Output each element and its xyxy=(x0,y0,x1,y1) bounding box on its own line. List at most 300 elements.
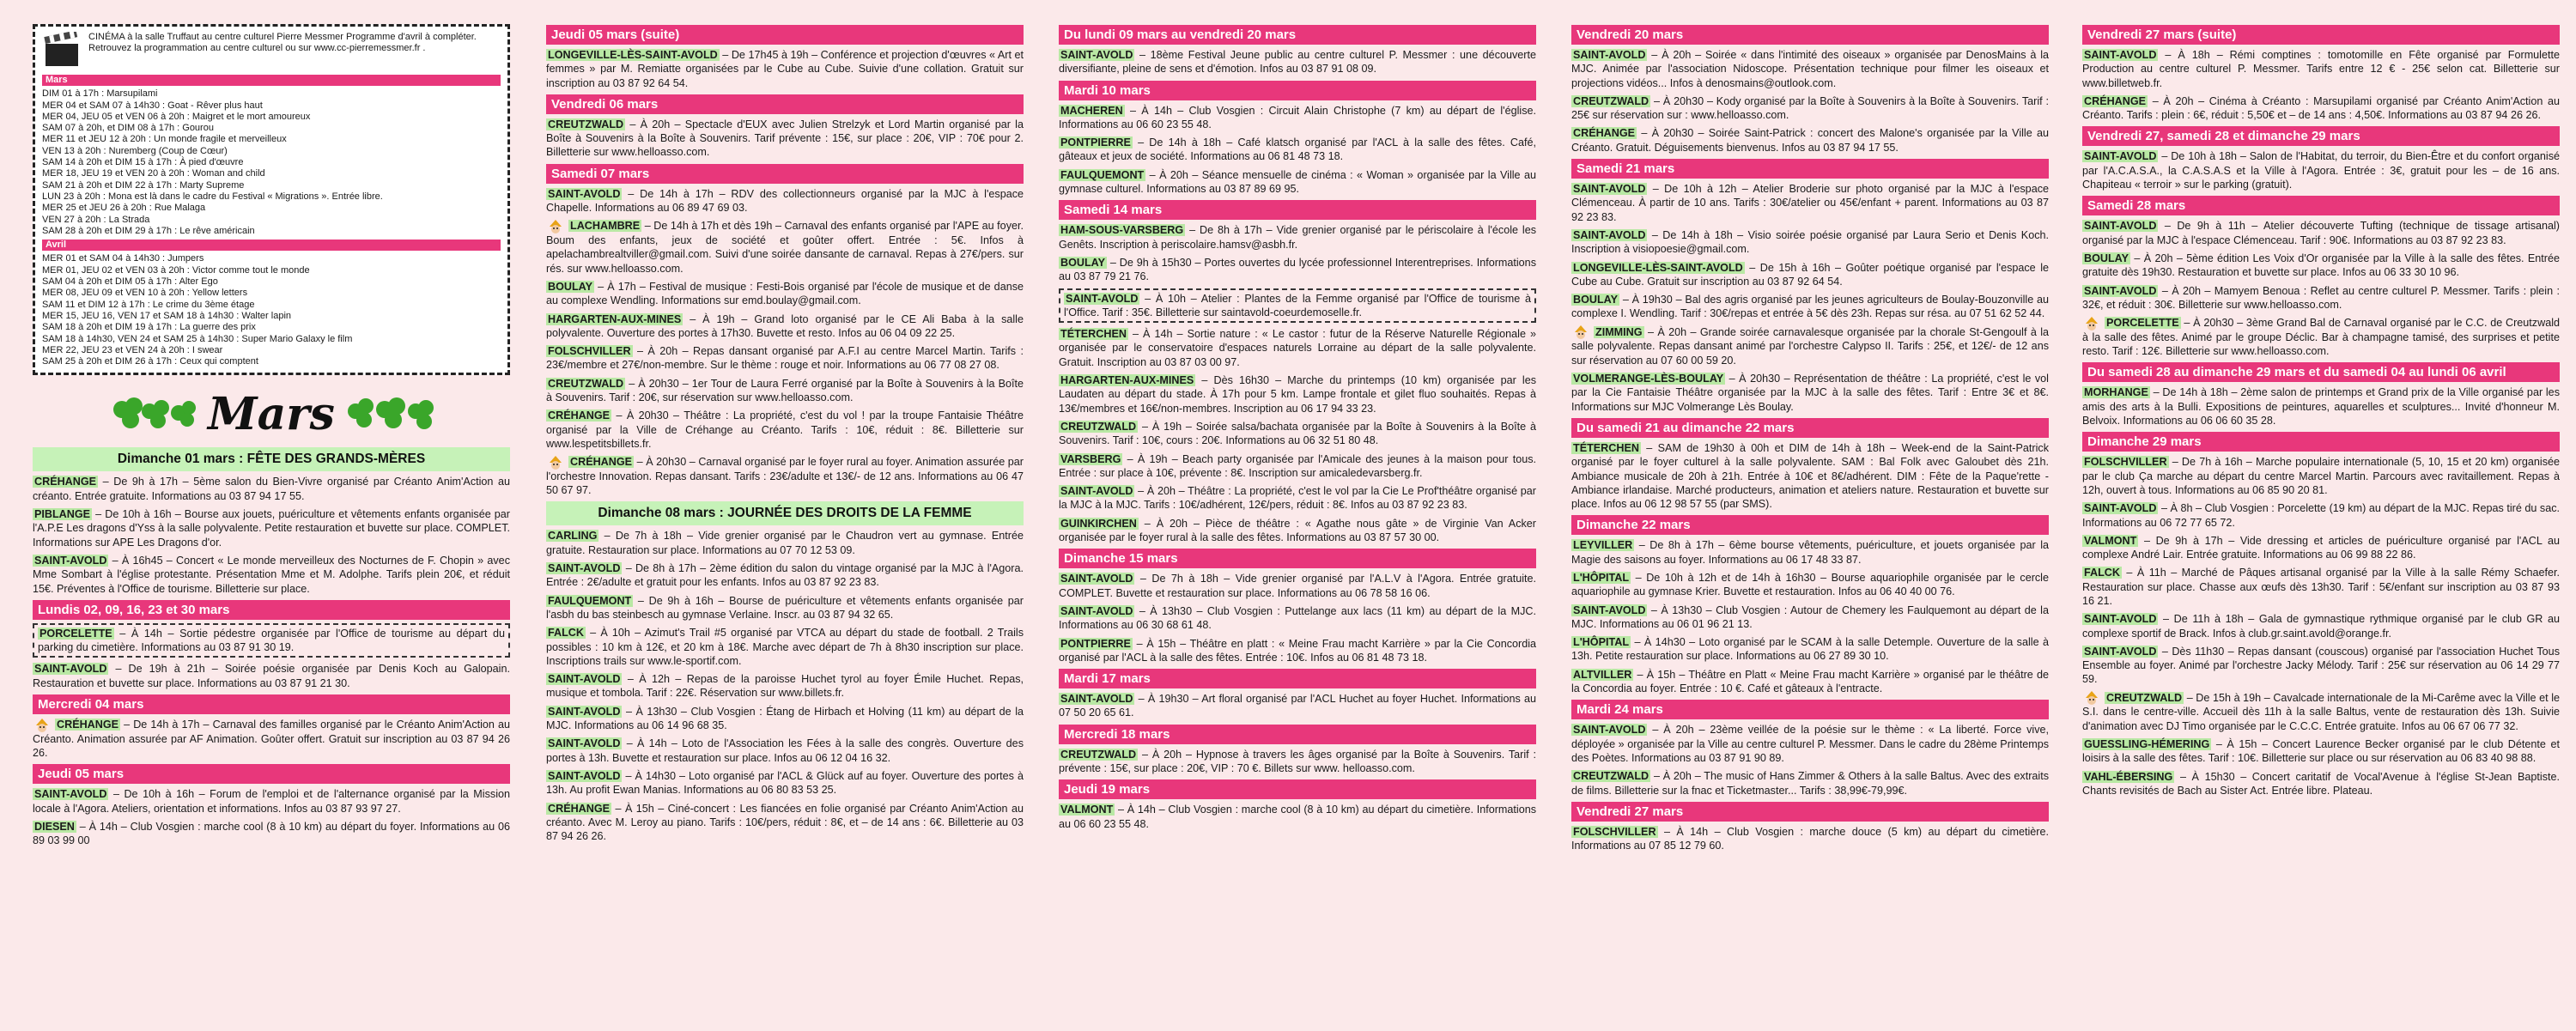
date-header: Samedi 14 mars xyxy=(1059,200,1536,220)
event-location: LONGEVILLE-LÈS-SAINT-AVOLD xyxy=(1573,261,1743,274)
date-header: Dimanche 29 mars xyxy=(2082,432,2560,452)
event-location: BOULAY xyxy=(1060,256,1106,269)
event-entry xyxy=(546,219,1024,276)
event-description: – À 20h – 5ème édition Les Voix d'Or organisée par la Ville à la salle des fêtes. Entrée gratuite dès 19h30. Restauration et buvette sur place. Infos au 06 33 30 10 96. xyxy=(2082,252,2560,279)
event-location: SAINT-AVOLD xyxy=(1573,49,1646,61)
cinema-screening: VEN 27 à 20h : La Strada xyxy=(42,214,150,225)
event-location: LACHAMBRE xyxy=(570,220,641,233)
event-location: SAINT-AVOLD xyxy=(548,737,621,750)
event-entry xyxy=(2082,612,2560,640)
cinema-intro: CINÉMA à la salle Truffaut au centre culturel Pierre Messmer Programme d'avril à compléter. Retrouvez la programmation au centre culturel ou sur www.cc-pierremessmer.fr . xyxy=(88,32,477,54)
event-location: HARGARTEN-AUX-MINES xyxy=(1060,374,1194,387)
clover-decoration-right xyxy=(343,392,438,435)
carnival-mask-icon xyxy=(546,456,565,470)
cinema-screening: MER 04, JEU 05 et VEN 06 à 20h : Maigret et le mort amoureux xyxy=(42,111,311,122)
event-description: – À 14h – Club Vosgien : marche cool (8 à 10 km) au départ du cimetière. Informations au 06 60 23 55 48. xyxy=(1059,804,1536,830)
event-entry xyxy=(1059,327,1536,369)
carnival-mask-icon xyxy=(2082,691,2101,705)
event-entry xyxy=(1059,420,1536,448)
event-entry xyxy=(2082,566,2560,608)
event-description: – À 13h30 – Club Vosgien : Étang de Hirbach et Holving (11 km) au départ de la MJC. Informations au 06 14 96 68 35. xyxy=(546,705,1024,732)
event-description: – À 15h – Ciné-concert : Les fiancées en folie organisé par Créanto Anim'Action au créanto. Avec M. Leroy au piano. Tarifs : 10€/pers, réduit : 8€, et – de 14 ans : 6€. Billetterie au 03 87 94 26 26. xyxy=(546,802,1024,843)
event-location: CREUTZWALD xyxy=(1573,770,1649,783)
event-location: CRÉHANGE xyxy=(548,802,611,815)
event-description: – 18ème Festival Jeune public au centre culturel P. Messmer : une découverte diversifiante, pleine de sens et d'émotion. Infos au 03 87 91 08 09. xyxy=(1059,49,1536,76)
event-description: – De 10h à 12h – Atelier Broderie sur photo organisé par la MJC à l'espace Clémenceau. À partir de 10 ans. Tarifs : 30€/atelier ou 45€/enfant + parent. Informations au 03 87 92 23 83. xyxy=(1571,183,2049,223)
event-location: CREUTZWALD xyxy=(1060,420,1137,433)
event-location: SAINT-AVOLD xyxy=(2084,49,2157,61)
event-description: – À 20h – Spectacle d'EUX avec Julien Strelzyk et Lord Martin organisé par la Boîte à Souvenirs à la Boîte à Souvenirs. Tarif prévente : 15€, sur place : 20€, VIP : 70€ pour 2. Billetterie sur www.helloasso.com. xyxy=(546,118,1024,159)
event-location: FOLSCHVILLER xyxy=(1573,825,1656,838)
cinema-box xyxy=(33,24,510,375)
event-location: CRÉHANGE xyxy=(57,718,119,731)
column-2-events xyxy=(546,25,1024,843)
event-description: – De 14h à 18h – Visio soirée poésie organisé par Laura Serio et Denis Koch. Inscription à visiopoesie@gmail.com. xyxy=(1571,228,2049,256)
event-location: SAINT-AVOLD xyxy=(548,769,621,782)
cinema-screening: MER 04 et SAM 07 à 14h30 : Goat - Rêver plus haut xyxy=(42,100,263,111)
event-description: – De 19h à 21h – Soirée poésie organisée par Denis Koch au Galopain. Restauration et buvette sur place. Informations au 03 87 91 21 30. xyxy=(33,663,510,689)
event-description: – À 19h – Soirée salsa/bachata organisée par la Boîte à Souvenirs à la Boîte à Souvenirs. Tarif : 10€, cours : 20€. Informations au 06 32 51 80 48. xyxy=(1059,420,1536,447)
event-entry xyxy=(546,737,1024,765)
column-5 xyxy=(2082,21,2560,1031)
event-location: FALCK xyxy=(548,627,584,640)
event-entry xyxy=(546,344,1024,373)
date-header: Jeudi 05 mars xyxy=(33,764,510,784)
event-description: – À 20h – Soirée « dans l'intimité des oiseaux » organisée par DenosMains à la MJC. Animée par l'association Nidoscope. Présentation technique pour filmer les oiseaux et projections vidéos... Infos à denosmains@outlook.com. xyxy=(1571,49,2049,89)
event-description: – À 15h – Théâtre en Platt « Meine Frau macht Karrière » organisé par le théâtre de la Concordia au foyer. Entrée : 10 €. Café et gâteaux à l'entracte. xyxy=(1571,668,2049,695)
event-location: CREUTZWALD xyxy=(1060,748,1137,761)
event-entry xyxy=(1571,293,2049,321)
event-entry xyxy=(33,820,510,848)
event-entry xyxy=(1059,517,1536,545)
event-entry xyxy=(2082,737,2560,766)
date-header: Vendredi 06 mars xyxy=(546,94,1024,114)
event-location: MORHANGE xyxy=(2084,386,2148,399)
date-header: Vendredi 27 mars (suite) xyxy=(2082,25,2560,45)
event-description: – De 9h à 17h – Vide dressing et articles de puériculture organisé par l'ACL au complexe André Lair. Entrée gratuite. Informations au 06 99 88 22 86. xyxy=(2082,534,2560,561)
cinema-screening: SAM 07 à 20h, et DIM 08 à 17h : Gourou xyxy=(42,123,214,134)
event-entry xyxy=(1059,168,1536,197)
event-location: SAINT-AVOLD xyxy=(1060,573,1133,585)
date-header: Vendredi 27, samedi 28 et dimanche 29 mars xyxy=(2082,126,2560,146)
event-location: SAINT-AVOLD xyxy=(1060,485,1133,498)
event-location: LONGEVILLE-LÈS-SAINT-AVOLD xyxy=(548,49,718,61)
event-entry xyxy=(2082,385,2560,428)
event-entry xyxy=(546,409,1024,451)
event-location: CARLING xyxy=(548,530,598,543)
event-location: SAINT-AVOLD xyxy=(2084,613,2157,626)
cinema-screening: SAM 25 à 20h et DIM 26 à 17h : Ceux qui comptent xyxy=(42,356,258,367)
event-location: FAULQUEMONT xyxy=(1060,168,1145,181)
date-header: Du lundi 09 mars au vendredi 20 mars xyxy=(1059,25,1536,45)
event-entry xyxy=(2082,691,2560,733)
event-location: CREUTZWALD xyxy=(548,377,624,390)
date-header: Lundis 02, 09, 16, 23 et 30 mars xyxy=(33,600,510,620)
event-description: – À 20h – The music of Hans Zimmer & Others à la salle Baltus. Avec des extraits de films. Billetterie sur la fnac et Ticketmaster... Tarifs : 38,99€-79,99€. xyxy=(1571,770,2049,797)
event-description: – De 9h à 15h30 – Portes ouvertes du lycée professionnel Interentreprises. Informations au 03 87 79 21 76. xyxy=(1059,256,1536,283)
date-header: Samedi 28 mars xyxy=(2082,196,2560,215)
event-entry xyxy=(1059,256,1536,284)
event-location: SAINT-AVOLD xyxy=(1060,604,1133,617)
event-location: SAINT-AVOLD xyxy=(548,187,621,200)
event-description: – De 10h à 18h – Salon de l'Habitat, du terroir, du Bien-Être et du confort organisé par l'A.C.A.S.A., la C.A.S.A.S et la Ville à l'Agora. Entrée : 3€, gratuit pour les – de 16 ans. Chapiteau « terroir » sur le parking (gratuit). xyxy=(2082,150,2560,191)
cinema-month-mars: Mars xyxy=(42,75,501,86)
event-description: – De 8h à 17h – Vide grenier organisé par le périscolaire à l'école les Genêts. Inscription à periscolaire.hamsv@asbh.fr. xyxy=(1059,224,1536,251)
event-location: SAINT-AVOLD xyxy=(2084,502,2157,515)
event-entry xyxy=(1571,603,2049,632)
event-description: – À 20h – Mamyem Benoua : Reflet au centre culturel P. Messmer. Tarifs : plein : 32€, et réduit : 30€. Billetterie sur www.helloasso.com. xyxy=(2082,284,2560,311)
date-header: Jeudi 19 mars xyxy=(1059,779,1536,799)
event-location: SAINT-AVOLD xyxy=(548,705,621,718)
cinema-list-mars xyxy=(42,88,501,237)
event-location: VAHL-ÉBERSING xyxy=(2084,770,2173,783)
event-location: SAINT-AVOLD xyxy=(1573,603,1646,616)
event-location: SAINT-AVOLD xyxy=(2084,150,2157,163)
event-location: L'HÔPITAL xyxy=(1573,636,1630,649)
event-location: CREUTZWALD xyxy=(1573,94,1649,107)
event-description: – À 20h – Séance mensuelle de cinéma : « Woman » organisée par la Ville au gymnase culturel. Informations au 03 87 89 69 95. xyxy=(1059,168,1536,196)
event-description: – À 20h – Grande soirée carnavalesque organisée par la chorale St-Gengoulf à la salle polyvalente. Repas dansant animé par l'orchestre Calypso II. Tarifs : 25€, et 12€/- de 12 ans sur réservation au 07 60 00 59 20. xyxy=(1571,325,2049,367)
event-entry xyxy=(546,529,1024,557)
event-entry xyxy=(1059,604,1536,633)
event-description: – À 10h – Atelier : Plantes de la Femme organisé par l'Office de tourisme à l'Office. Tarif : 35€. Billetterie sur saintavold-coeurdemoselle.fr. xyxy=(1064,292,1531,318)
event-location: CRÉHANGE xyxy=(2084,94,2147,107)
date-header: Jeudi 05 mars (suite) xyxy=(546,25,1024,45)
event-location: SAINT-AVOLD xyxy=(1066,292,1139,305)
event-location: GUINKIRCHEN xyxy=(1060,517,1137,530)
event-description: – De 15h à 19h – Cavalcade internationale de la Mi-Carême avec la Ville et le S.I. dans le centre-ville. Accueil dès 11h à la salle Baltus, vente de restauration dès 13h. Suivie d'animation avec DJ Timo organisée par le C.C.C. Entrée gratuite. Infos au 06 67 06 77 32. xyxy=(2082,691,2560,732)
event-entry xyxy=(1571,182,2049,224)
event-description: – De 15h à 16h – Goûter poétique organisé par l'espace le Cube au Cube. Gratuit sur inscription au 03 87 92 64 54. xyxy=(1571,261,2049,288)
cinema-screening: MER 25 et JEU 26 à 20h : Rue Malaga xyxy=(42,203,206,214)
event-description: – À 13h30 – Club Vosgien : Puttelange aux lacs (11 km) au départ de la MJC. Informations au 06 30 68 61 48. xyxy=(1059,604,1536,632)
event-entry xyxy=(1059,803,1536,831)
event-description: – De 9h à 17h – 5ème salon du Bien-Vivre organisé par Créanto Anim'Action au créanto. Entrée gratuite. Informations au 03 87 94 17 55. xyxy=(33,476,510,502)
event-entry xyxy=(1059,373,1536,415)
column-5-events xyxy=(2082,25,2560,798)
event-entry xyxy=(2082,252,2560,280)
date-header: Mercredi 18 mars xyxy=(1059,725,1536,744)
event-entry xyxy=(1571,228,2049,257)
event-location: PORCELETTE xyxy=(2106,317,2179,330)
event-description: – Dès 11h30 – Repas dansant (couscous) organisé par l'association Huchet Tous Ensemble au foyer. Animé par l'orchestre Jacky Mélody. Tarif : 25€ sur réservation au 06 14 29 77 59. xyxy=(2082,645,2560,686)
event-location: VOLMERANGE-LÈS-BOULAY xyxy=(1573,373,1724,385)
event-location: VALMONT xyxy=(1060,804,1114,816)
event-location: SAINT-AVOLD xyxy=(34,663,107,676)
event-entry xyxy=(2082,501,2560,530)
column-4 xyxy=(1571,21,2049,1031)
event-location: CRÉHANGE xyxy=(34,476,97,488)
event-description: – À 8h – Club Vosgien : Porcelette (19 km) au départ de la MJC. Repas tiré du sac. Informations au 06 72 77 65 72. xyxy=(2082,502,2560,529)
event-location: FAULQUEMONT xyxy=(548,594,632,607)
event-description: – À 19h – Beach party organisée par l'Amicale des jeunes à la maison pour tous. Entrée : sur place à 10€, prévente : 8€. Inscription sur amicaledevarsberg.fr. xyxy=(1059,452,1536,479)
event-entry xyxy=(33,554,510,596)
event-description: – De 9h à 16h – Bourse de puériculture et vêtements enfants organisée par l'asbh du bas steinbesch au gymnase Verlaine. Inscr. au 03 87 94 32 65. xyxy=(546,594,1024,621)
event-entry xyxy=(1059,48,1536,76)
event-entry xyxy=(1571,94,2049,123)
event-location: BOULAY xyxy=(2084,252,2129,264)
event-location: SAINT-AVOLD xyxy=(548,673,621,686)
cinema-screening: LUN 23 à 20h : Mona est là dans le cadre du Festival « Migrations ». Entrée libre. xyxy=(42,191,383,202)
date-header: Mercredi 04 mars xyxy=(33,694,510,714)
event-location: BOULAY xyxy=(548,280,593,293)
date-header: Vendredi 20 mars xyxy=(1571,25,2049,45)
carnival-mask-icon xyxy=(1571,325,1590,339)
event-description: – À 20h30 – 1er Tour de Laura Ferré organisé par la Boîte à Souvenirs à la Boîte à Souvenirs. Tarif : 20€, sur réservation sur www.helloasso.com. xyxy=(546,377,1024,404)
event-description: – De 9h à 11h – Atelier découverte Tufting (technique de tissage artisanal) organisé par la MJC à l'espace Clémenceau. Tarif : 90€. Informations au 03 87 92 23 83. xyxy=(2082,220,2560,246)
event-entry xyxy=(1571,769,2049,798)
cinema-screening: SAM 04 à 20h et DIM 05 à 17h : Alter Ego xyxy=(42,276,218,288)
cinema-screening: SAM 14 à 20h et DIM 15 à 17h : À pied d'œuvre xyxy=(42,157,244,168)
date-header: Dimanche 22 mars xyxy=(1571,515,2049,535)
event-entry xyxy=(546,48,1024,90)
event-location: SAINT-AVOLD xyxy=(2084,645,2157,658)
cinema-screening: VEN 13 à 20h : Nuremberg (Coup de Cœur) xyxy=(42,145,228,156)
event-entry xyxy=(546,455,1024,497)
event-description: – De 14h à 17h – RDV des collectionneurs organisé par la MJC à l'espace Chapelle. Informations au 06 89 47 69 03. xyxy=(546,187,1024,215)
event-entry xyxy=(33,662,510,690)
event-description: – À 14h – Loto de l'Association les Fées à la salle des congrès. Ouverture des portes à 13h. Buvette et restauration sur place. Infos au 06 12 04 16 32. xyxy=(546,737,1024,764)
event-location: HAM-SOUS-VARSBERG xyxy=(1060,224,1184,237)
event-description: – De 8h à 17h – 6ème bourse vêtements, puériculture, et jouets organisée par la Magie des saisons au foyer. Informations au 06 17 48 33 87. xyxy=(1571,539,2049,566)
event-location: SAINT-AVOLD xyxy=(1060,693,1133,706)
event-description: – À 20h30 – 3ème Grand Bal de Carnaval organisé par le C.C. de Creutzwald à la salle des fêtes. Animé par le groupe Déclic. Bar à champagne tamisé, des surprises et petite resto. Tarif : 12€. Billetterie sur www.helloasso.com. xyxy=(2082,317,2560,358)
cinema-screening: MER 15, JEU 16, VEN 17 et SAM 18 à 14h30 : Walter lapin xyxy=(42,310,292,321)
event-description: – À 14h – Club Vosgien : Circuit Alain Christophe (7 km) au départ de l'église. Informations au 06 60 23 55 48. xyxy=(1059,104,1536,130)
event-description: – À 14h30 – Loto organisé par le SCAM à la salle Detemple. Ouverture de la salle à 13h. Petite restauration sur place. Informations au 06 27 89 30 10. xyxy=(1571,636,2049,663)
event-entry xyxy=(2082,94,2560,123)
event-description: – À 16h45 – Concert « Le monde merveilleux des Nocturnes de F. Chopin » avec Mme Sombart à l'église protestante. Présentation Mme et M. Adolphe. Tarifs plein 20€, et réduit 15€. Préventes à l'Office de tourisme. Billetterie sur place. xyxy=(33,554,510,595)
event-description: – À 20h – Cinéma à Créanto : Marsupilami organisé par Créanto Anim'Action au Créanto. Tarifs : plein : 6€, réduit : 5,50€ et – de 14 ans : 4,50€. Informations au 03 87 94 26 26. xyxy=(2082,94,2560,122)
mars-title: Mars xyxy=(208,387,335,440)
event-description: – De 14h à 17h et dès 19h – Carnaval des enfants organisé par l'APE au foyer. Boum des enfants, jeux de société et goûter offert. Entrée : 5€. Infos à apelachambrealtviller@gmail.com. Suivi d'une soirée dansante de carnaval. Repas à 27€/pers. sur rés. sur www.helloasso.com. xyxy=(546,220,1024,275)
event-location: ALTVILLER xyxy=(1573,668,1632,681)
event-location: CRÉHANGE xyxy=(570,456,633,469)
event-description: – À 20h – Théâtre : La propriété, c'est le vol par la Cie Le Prof'théâtre organisé par la MJC à la MJC. Tarifs : 10€/adhérent, 12€/pers, réduit : 8€. Infos au 03 87 92 23 83. xyxy=(1059,485,1536,512)
date-header: Vendredi 27 mars xyxy=(1571,802,2049,822)
event-entry xyxy=(1571,825,2049,853)
event-description: – À 14h – Sortie nature : « Le castor : futur de la Réserve Naturelle Régionale » organisée par le conservatoire d'espaces naturels Lorraine au départ de la salle polyvalente. Gratuit. Inscription au 03 87 03 00 97. xyxy=(1059,328,1536,368)
event-location: GUESSLING-HÉMERING xyxy=(2084,738,2210,751)
event-description: – À 14h – Club Vosgien : marche cool (8 à 10 km) au départ du foyer. Informations au 06 89 03 99 00 xyxy=(33,820,510,847)
event-entry xyxy=(2082,48,2560,90)
date-header: Mardi 10 mars xyxy=(1059,81,1536,100)
event-description: – À 15h – Concert Laurence Becker organisé par le club Détente et loisirs à la salle des fêtes. Tarif : 10€. Billetterie sur place ou sur réservation au 06 83 40 98 88. xyxy=(2082,738,2560,765)
event-location: L'HÔPITAL xyxy=(1573,571,1630,584)
column-1 xyxy=(33,24,510,1031)
event-entry xyxy=(1059,692,1536,720)
event-description: – À 12h – Repas de la paroisse Huchet tyrol au foyer Émile Huchet. Repas, musique et tombola. Tarif : 22€. Réservation sur www.billets.fr. xyxy=(546,673,1024,700)
event-location: SAINT-AVOLD xyxy=(2084,220,2157,233)
special-day-header: Dimanche 01 mars : FÊTE DES GRANDS-MÈRES xyxy=(33,447,510,471)
event-entry xyxy=(1059,637,1536,665)
event-entry xyxy=(546,672,1024,700)
event-description: – À 15h30 – Concert caritatif de Vocal'Avenue à l'église St-Jean Baptiste. Chants revisités de Bach au Sister Act. Entrée libre. Plateau. xyxy=(2082,770,2560,797)
event-description: – À 20h – 23ème veillée de la poésie sur le thème : « La liberté. Force vive, déployée » organisée par la Ville au centre culturel P. Messmer. Dans le cadre du 28ème Printemps des Poètes. Informations au 03 87 91 90 89. xyxy=(1571,724,2049,764)
event-description: – À 14h30 – Loto organisé par l'ACL & Glück auf au foyer. Ouverture des portes à 13h. Au profit Ewan Manias. Informations au 06 80 83 53 25. xyxy=(546,769,1024,797)
carnival-mask-icon xyxy=(33,719,52,732)
event-entry xyxy=(546,802,1024,844)
event-location: SAINT-AVOLD xyxy=(34,554,107,567)
event-location: FALCK xyxy=(2084,567,2120,579)
date-header: Mardi 24 mars xyxy=(1571,700,2049,719)
cinema-screening: SAM 11 et DIM 12 à 17h : Le crime du 3ème étage xyxy=(42,299,255,310)
event-location: CREUTZWALD xyxy=(2106,691,2183,704)
event-entry xyxy=(546,280,1024,308)
event-entry xyxy=(1571,635,2049,664)
event-entry xyxy=(1059,223,1536,252)
event-entry xyxy=(546,187,1024,215)
film-clapper-icon xyxy=(42,32,82,70)
event-entry xyxy=(1571,261,2049,289)
event-entry xyxy=(33,718,510,760)
event-description: – À 14h – Club Vosgien : marche douce (5 km) au départ du cimetière. Informations au 07 85 12 79 60. xyxy=(1571,825,2049,852)
cinema-screening: MER 01, JEU 02 et VEN 03 à 20h : Victor comme tout le monde xyxy=(42,264,310,276)
event-location: SAINT-AVOLD xyxy=(1573,228,1646,241)
event-location: SAINT-AVOLD xyxy=(34,788,107,801)
cinema-list-avril xyxy=(42,253,501,367)
event-entry xyxy=(2082,534,2560,562)
date-header: Du samedi 28 au dimanche 29 mars et du samedi 04 au lundi 06 avril xyxy=(2082,362,2560,382)
cinema-screening: SAM 21 à 20h et DIM 22 à 17h : Marty Supreme xyxy=(42,179,245,191)
event-entry xyxy=(1059,136,1536,164)
event-description: – De 17h45 à 19h – Conférence et projection d'œuvres « Art et femmes » par M. Remiatte organisées par le Cube au Cube. Suivie d'une collation. Gratuit sur inscription au 03 87 92 64 54. xyxy=(546,49,1024,89)
date-header: Mardi 17 mars xyxy=(1059,669,1536,688)
event-entry xyxy=(2082,219,2560,247)
event-description: – De 10h à 12h et de 14h à 16h30 – Bourse aquariophile organisée par le cercle aquariophile au gymnase Krier. Buvette et restauration. Infos au 06 40 40 00 76. xyxy=(1571,571,2049,598)
event-entry xyxy=(2082,284,2560,312)
event-location: FOLSCHVILLER xyxy=(548,345,631,358)
event-entry xyxy=(1059,104,1536,132)
event-entry xyxy=(33,623,510,658)
event-location: PONTPIERRE xyxy=(1060,136,1131,149)
event-entry xyxy=(33,507,510,549)
date-header: Dimanche 15 mars xyxy=(1059,549,1536,568)
event-location: CREUTZWALD xyxy=(548,118,624,130)
event-location: PORCELETTE xyxy=(39,627,112,640)
event-entry xyxy=(1571,723,2049,765)
cinema-month-avril: Avril xyxy=(42,240,501,251)
event-description: – Dès 16h30 – Marche du printemps (10 km) organisée par les Laudaten au départ du stade. À 17h pour 5 km. Lampe frontale et gilet fluo souhaités. Repas à 13€/membres et 16€/non-membres. Inscription au 06 17 94 33 23. xyxy=(1059,374,1536,415)
event-entry xyxy=(546,769,1024,798)
special-day-header: Dimanche 08 mars : JOURNÉE DES DROITS DE LA FEMME xyxy=(546,501,1024,525)
event-entry xyxy=(546,626,1024,668)
event-description: – De 7h à 16h – Marche populaire internationale (5, 10, 15 et 20 km) organisée par le club Ça marche au départ du centre Marcel Martin. Parcours avec ravitaillement. Repas à 12h, ouvert à tous. Informations au 06 85 90 20 81. xyxy=(2082,456,2560,496)
event-description: – À 18h – Rémi comptines : tomotomille en Fête organisé par Formulette Production au centre culturel P. Messmer. Tarifs entre 12 € - 25€ selon cat. Billetterie sur www.billetweb.fr. xyxy=(2082,49,2560,89)
event-description: – De 10h à 16h – Bourse aux jouets, puériculture et vêtements enfants organisée par l'A.P.E Les dragons d'Yss à la salle polyvalente. Petite restauration et buvette sur place. COMPLET. Informations sur APE Les Dragons d'or. xyxy=(33,508,510,549)
event-entry xyxy=(546,594,1024,622)
event-entry xyxy=(1059,288,1536,324)
event-location: HARGARTEN-AUX-MINES xyxy=(548,312,682,325)
mars-title-banner xyxy=(33,384,510,444)
event-description: – À 20h30 – Carnaval organisé par le foyer rural au foyer. Animation assurée par l'orchestre Innovation. Repas dansant. Tarifs : 23€/adulte et 13€/- de 12 ans. Informations au 06 47 50 67 97. xyxy=(546,456,1024,497)
event-location: MACHEREN xyxy=(1060,104,1123,117)
event-description: – De 14h à 17h – Carnaval des familles organisé par le Créanto Anim'Action au Créanto. Animation assurée par AF Animation. Goûter offert. Gratuit sur inscription au 03 87 94 26 26. xyxy=(33,718,510,759)
cinema-screening: SAM 18 à 14h30, VEN 24 et SAM 25 à 14h30 : Super Mario Galaxy le film xyxy=(42,333,353,344)
event-location: SAINT-AVOLD xyxy=(2084,284,2157,297)
event-location: SAINT-AVOLD xyxy=(1573,724,1646,737)
cinema-screening: MER 11 et JEU 12 à 20h : Un monde fragile et merveilleux xyxy=(42,134,287,145)
event-entry xyxy=(2082,770,2560,798)
event-entry xyxy=(546,377,1024,405)
event-location: SAINT-AVOLD xyxy=(1573,183,1646,196)
event-location: VARSBERG xyxy=(1060,452,1121,465)
event-location: SAINT-AVOLD xyxy=(548,562,621,575)
event-location: TÉTERCHEN xyxy=(1060,328,1127,341)
event-entry xyxy=(33,475,510,503)
cinema-screening: DIM 01 à 17h : Marsupilami xyxy=(42,88,158,100)
event-entry xyxy=(546,312,1024,341)
event-location: CRÉHANGE xyxy=(548,409,611,422)
event-description: – De 11h à 18h – Gala de gymnastique rythmique organisé par le club GR au complexe sportif de Brack. Infos à club.gr.saint.avold@orange.fr. xyxy=(2082,613,2560,640)
cinema-screening: SAM 18 à 20h et DIM 19 à 17h : La guerre des prix xyxy=(42,322,256,333)
event-description: – À 14h – Sortie pédestre organisée par l'Office de tourisme au départ du parking du cimetière. Informations au 03 87 91 30 19. xyxy=(38,627,505,654)
event-entry xyxy=(1571,538,2049,567)
event-description: – À 19h30 – Art floral organisé par l'ACL Huchet au foyer Huchet. Informations au 07 50 20 65 61. xyxy=(1059,693,1536,719)
event-entry xyxy=(2082,645,2560,687)
column-3 xyxy=(1059,21,1536,1031)
event-description: – À 20h30 – Théâtre : La propriété, c'est du vol ! par la troupe Fantaisie Théâtre organisé par la Ville de Créhange au Créanto. Tarifs : 10€, réduit : 8€. Billetterie sur www.lespetitsbillets.fr. xyxy=(546,409,1024,450)
event-description: – À 17h – Festival de musique : Festi-Bois organisé par l'école de musique et de danse au complexe Wendling. Informations sur emd.boulay@gmail.com. xyxy=(546,280,1024,307)
event-entry xyxy=(1571,126,2049,155)
event-location: FOLSCHVILLER xyxy=(2084,456,2167,469)
event-description: – De 8h à 17h – 2ème édition du salon du vintage organisé par la MJC à l'Agora. Entrée : 2€/adulte et gratuit pour les enfants. Infos au 03 87 92 23 83. xyxy=(546,562,1024,589)
date-header: Samedi 21 mars xyxy=(1571,159,2049,179)
event-description: – À 19h – Grand loto organisé par le CE Ali Baba à la salle polyvalente. Ouverture des portes à 17h30. Buvette et resto. Infos au 06 04 09 22 25. xyxy=(546,312,1024,339)
event-entry xyxy=(1571,441,2049,511)
cinema-screening: MER 01 et SAM 04 à 14h30 : Jumpers xyxy=(42,253,204,264)
event-location: SAINT-AVOLD xyxy=(1060,49,1133,61)
event-description: – À 20h – Repas dansant organisé par A.F.I au centre Marcel Martin. Tarifs : 23€/membre et 27€/non-membre. Sur le thème : rouge et noir. Informations au 06 77 08 27 08. xyxy=(546,345,1024,372)
event-description: – À 11h – Marché de Pâques artisanal organisé par la Ville à la salle Rémy Schaefer. Restauration sur place. Chasse aux œufs dès 13h30. Tarif : 5€/enfant sur inscription au 03 87 93 16 21. xyxy=(2082,567,2560,607)
event-description: – De 14h à 18h – 2ème salon de printemps et Grand prix de la Ville organisé par les amis des arts à la Bulli. Expositions de peintures, aquarelles et sculptures... Invité d'honneur M. Belvoix. Informations au 06 06 60 35 28. xyxy=(2082,386,2560,428)
clover-decoration-left xyxy=(105,392,199,435)
event-entry xyxy=(546,118,1024,160)
event-description: – À 20h30 – Kody organisé par la Boîte à Souvenirs à la Boîte à Souvenirs. Tarif : 25€ sur réservation sur : www.helloasso.com. xyxy=(1571,94,2049,122)
event-entry xyxy=(546,561,1024,590)
carnival-mask-icon xyxy=(2082,317,2101,331)
event-location: TÉTERCHEN xyxy=(1573,441,1639,454)
cinema-screening: SAM 28 à 20h et DIM 29 à 17h : Le rêve américain xyxy=(42,225,255,236)
column-4-events xyxy=(1571,25,2049,852)
event-entry xyxy=(1059,748,1536,776)
event-description: – À 13h30 – Club Vosgien : Autour de Chemery les Faulquemont au départ de la MJC. Informations au 06 01 96 21 13. xyxy=(1571,603,2049,630)
event-entry xyxy=(546,705,1024,733)
event-location: LEYVILLER xyxy=(1573,539,1633,552)
event-description: – À 10h – Azimut's Trail #5 organisé par VTCA au départ du stade de football. 2 Trails possibles : 10 km à 12€, et 20 km à 18€. Marche avec départ de 7h à 8h30 inscription sur place. Inscriptions trails sur www.le-sportif.com. xyxy=(546,627,1024,667)
date-header: Du samedi 21 au dimanche 22 mars xyxy=(1571,418,2049,438)
event-entry xyxy=(2082,316,2560,358)
event-description: – À 19h30 – Bal des agris organisé par les jeunes agriculteurs de Boulay-Bouzonville au complexe I. Wendling. Tarif : 30€/repas et entrée à 5€ dès 23h. Repas sur résa. au 07 51 62 52 44. xyxy=(1571,294,2049,320)
event-entry xyxy=(1571,668,2049,696)
column-2 xyxy=(546,21,1024,1031)
event-description: – À 20h – Pièce de théâtre : « Agathe nous gâte » de Virginie Van Acker organisée par le foyer rural à la salle des fêtes. Informations au 03 87 57 30 00. xyxy=(1059,517,1536,544)
date-header: Samedi 07 mars xyxy=(546,164,1024,184)
event-location: BOULAY xyxy=(1573,294,1619,306)
cinema-screening: MER 08, JEU 09 et VEN 10 à 20h : Yellow letters xyxy=(42,288,248,299)
event-location: VALMONT xyxy=(2084,534,2137,547)
event-description: – De 7h à 18h – Vide grenier organisé par l'A.L.V à l'Agora. Entrée gratuite. COMPLET. Buvette et restauration sur place. Informations au 06 78 58 16 06. xyxy=(1059,573,1536,599)
event-entry xyxy=(33,787,510,816)
event-description: – De 10h à 16h – Forum de l'emploi et de l'alternance organisé par la Mission locale à l'Agora. Ateliers, orientation et informations. Infos au 03 87 93 97 27. xyxy=(33,788,510,815)
column-1-events xyxy=(33,447,510,847)
event-entry xyxy=(1059,452,1536,481)
event-description: – De 7h à 18h – Vide grenier organisé par le Chaudron vert au gymnase. Entrée gratuite. Restauration sur place. Informations au 07 70 12 53 09. xyxy=(546,530,1024,556)
event-entry xyxy=(1059,484,1536,512)
event-location: PIBLANGE xyxy=(34,508,91,521)
carnival-mask-icon xyxy=(546,220,565,233)
cinema-screening: MER 18, JEU 19 et VEN 20 à 20h : Woman and child xyxy=(42,168,265,179)
